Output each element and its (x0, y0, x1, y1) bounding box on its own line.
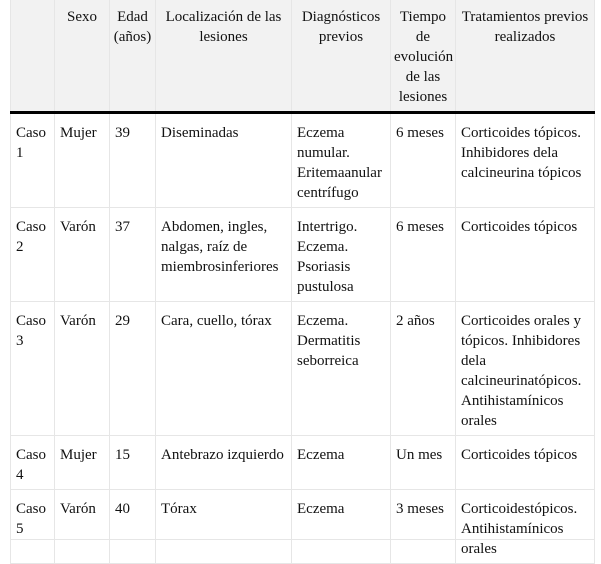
cell-case: Caso 1 (11, 113, 55, 208)
cell-case: Caso 4 (11, 436, 55, 490)
header-cell-treatment: Tratamientos previos realizados (456, 0, 595, 113)
header-row (11, 0, 595, 113)
cell-duration: 2 años (391, 302, 456, 436)
cell-duration: 3 meses (391, 490, 456, 564)
header-cell-duration: Tiempo de evolución de las lesiones (391, 0, 456, 113)
cell-location: Diseminadas (156, 113, 292, 208)
cell-duration: Un mes (391, 436, 456, 490)
cell-age: 37 (110, 208, 156, 302)
header-cell-age: Edad (años) (110, 0, 156, 113)
cell-case: Caso 5 (11, 490, 55, 564)
cell-location: Tórax (156, 490, 292, 564)
cell-sex: Varón (55, 302, 110, 436)
cell-age: 39 (110, 113, 156, 208)
cell-age: 15 (110, 436, 156, 490)
table-row (11, 208, 595, 302)
cell-sex: Varón (55, 490, 110, 564)
cell-duration: 6 meses (391, 208, 456, 302)
cell-diagnosis: Eczema (292, 436, 391, 490)
cell-age: 40 (110, 490, 156, 564)
cell-diagnosis: Eczema (292, 490, 391, 564)
cell-treatment: Corticoides tópicos (456, 208, 595, 302)
cell-location: Abdomen, ingles, nalgas, raíz de miembrosinferiores (156, 208, 292, 302)
table-row (11, 302, 595, 436)
cell-diagnosis: Eczema numular. Eritemaanular centrífugo (292, 113, 391, 208)
cell-diagnosis: Intertrigo. Eczema. Psoriasis pustulosa (292, 208, 391, 302)
cell-sex: Varón (55, 208, 110, 302)
cell-duration: 6 meses (391, 113, 456, 208)
cell-treatment: Corticoides orales y tópicos. Inhibidores dela calcineurinatópicos. Antihistamínicos orales (456, 302, 595, 436)
cell-age: 29 (110, 302, 156, 436)
header-cell-diagnosis: Diagnósticos previos (292, 0, 391, 113)
table-row (11, 113, 595, 208)
cell-case: Caso 2 (11, 208, 55, 302)
table-container (10, 0, 594, 557)
cell-case: Caso 3 (11, 302, 55, 436)
cell-diagnosis: Eczema. Dermatitis seborreica (292, 302, 391, 436)
cell-treatment: Corticoides tópicos. Inhibidores dela calcineurina tópicos (456, 113, 595, 208)
table-row (11, 436, 595, 490)
cell-treatment: Corticoidestópicos. Antihistamínicos orales (456, 490, 595, 564)
header-cell-location: Localización de las lesiones (156, 0, 292, 113)
cell-sex: Mujer (55, 113, 110, 208)
cell-treatment: Corticoides tópicos (456, 436, 595, 490)
header-cell-sex: Sexo (55, 0, 110, 113)
cell-location: Cara, cuello, tórax (156, 302, 292, 436)
header-cell-case (11, 0, 55, 113)
table-row (11, 490, 595, 564)
cell-location: Antebrazo izquierdo (156, 436, 292, 490)
cell-sex: Mujer (55, 436, 110, 490)
cases-table (10, 0, 595, 564)
